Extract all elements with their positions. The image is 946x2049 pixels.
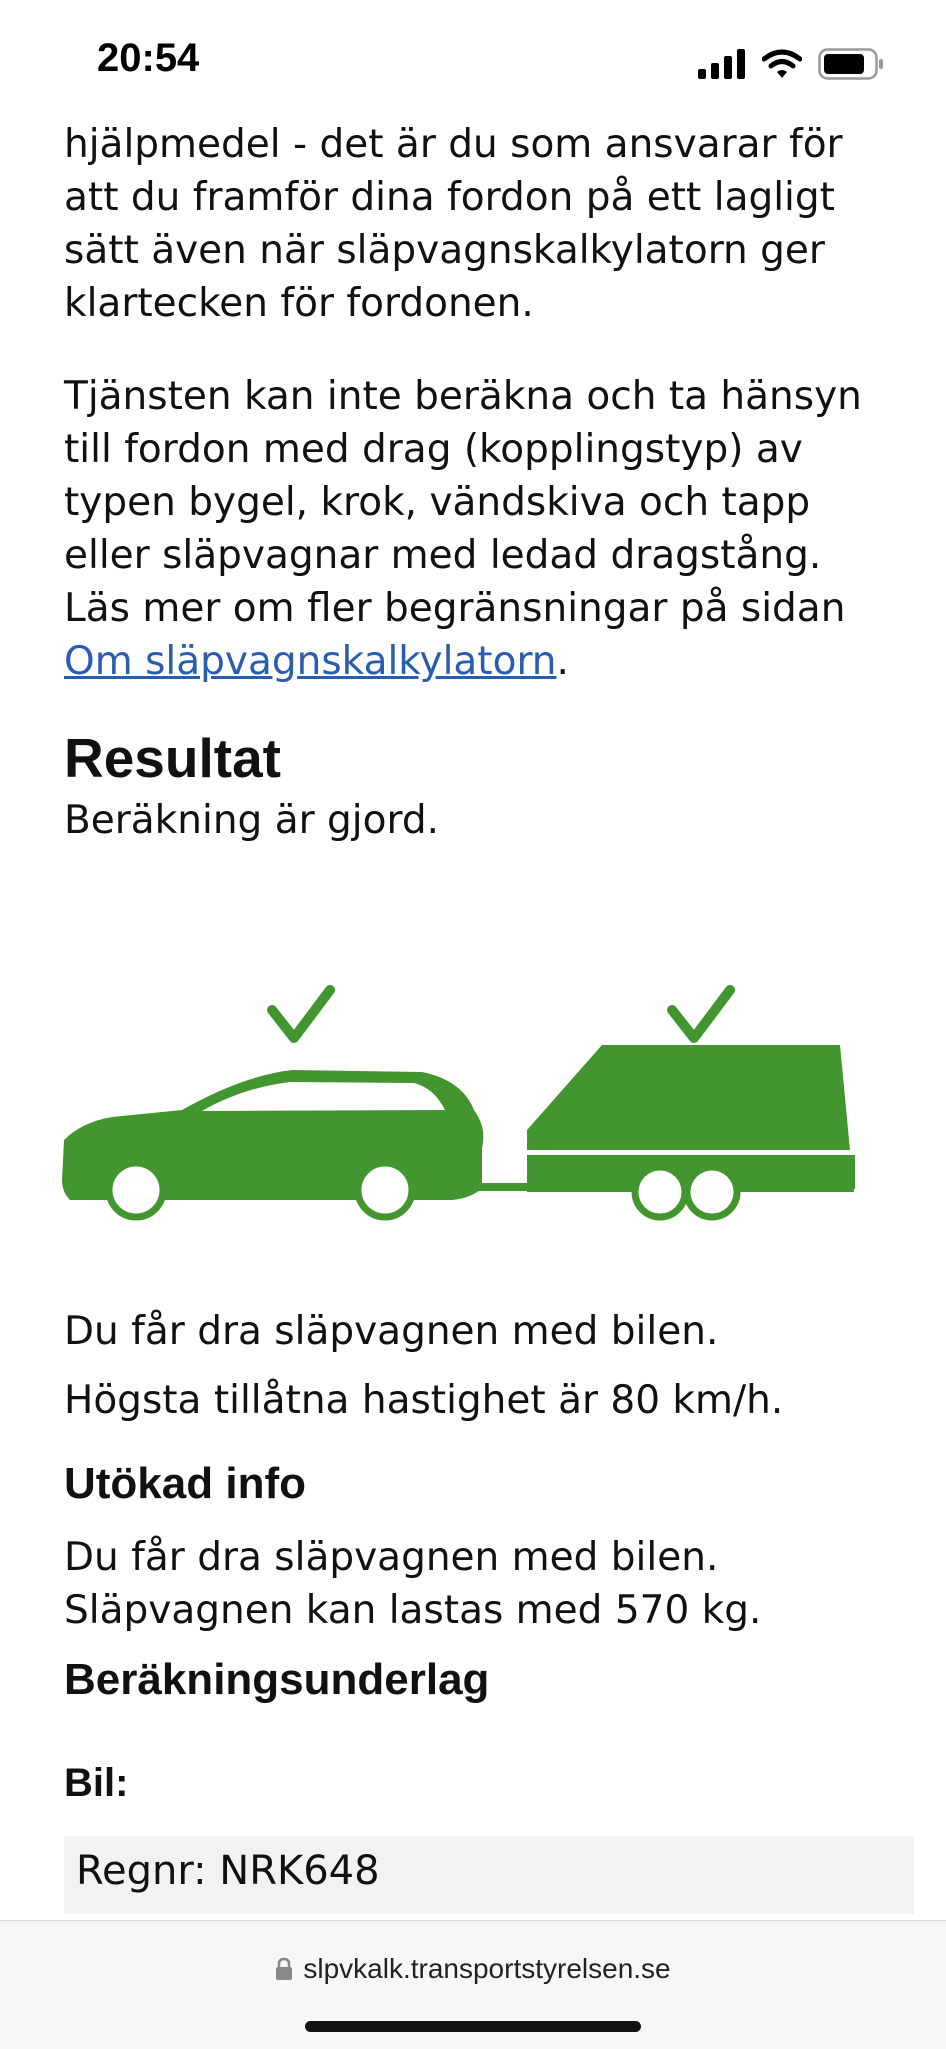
calculation-basis-heading: Beräkningsunderlag [64,1655,490,1704]
car-trailer-illustration [62,980,862,1270]
url-display[interactable] [0,1953,946,1985]
registration-number: Regnr: NRK648 [76,1848,380,1894]
trailer-stripe [527,1150,855,1155]
home-indicator[interactable] [305,2021,641,2032]
about-calculator-link[interactable]: Om släpvagnskalkylatorn [64,639,557,684]
extended-info-heading: Utökad info [64,1459,306,1508]
disclaimer-paragraph: hjälpmedel - det är du som ansvarar för att du framför dina fordon på ett lagligt sätt även när släpvagnskalkylatorn ger klartecken för fordonen. [64,122,843,326]
status-time: 20:54 [97,36,200,80]
result-permission: Du får dra släpvagnen med bilen. [64,1309,719,1354]
car-front-wheel [109,1163,163,1217]
limitations-end: . [556,639,569,684]
registration-field [64,1836,914,1914]
battery-icon [818,48,884,80]
car-rear-wheel [358,1163,412,1217]
car-checkmark-icon [272,990,330,1038]
browser-url-bar[interactable] [0,1920,946,2049]
result-status: Beräkning är gjord. [64,798,439,843]
status-icons [698,44,884,84]
page-content [64,90,894,847]
trailer-wheel-2 [687,1167,737,1217]
wifi-icon [762,49,802,79]
status-bar [0,0,946,120]
extended-load: Släpvagnen kan lastas med 570 kg. [64,1588,762,1633]
url-text: slpvkalk.transportstyrelsen.se [303,1953,671,1984]
limitations-paragraph [64,370,894,688]
car-label: Bil: [64,1761,129,1805]
trailer-checkmark-icon [672,990,730,1038]
cellular-signal-icon [698,49,746,79]
trailer-wheel-1 [635,1167,685,1217]
result-details [64,1305,894,1806]
limitations-text: Tjänsten kan inte beräkna och ta hänsyn till fordon med drag (kopplingstyp) av typen bygel, krok, vändskiva och tapp eller släpvagnar med ledad dragstång. Läs mer om fler begränsningar på sidan [64,374,862,631]
result-speed: Högsta tillåtna hastighet är 80 km/h. [64,1378,784,1423]
lock-icon [275,1957,293,1981]
tow-bar [457,1183,537,1191]
extended-permission: Du får dra släpvagnen med bilen. [64,1535,719,1580]
result-heading: Resultat [64,727,281,789]
